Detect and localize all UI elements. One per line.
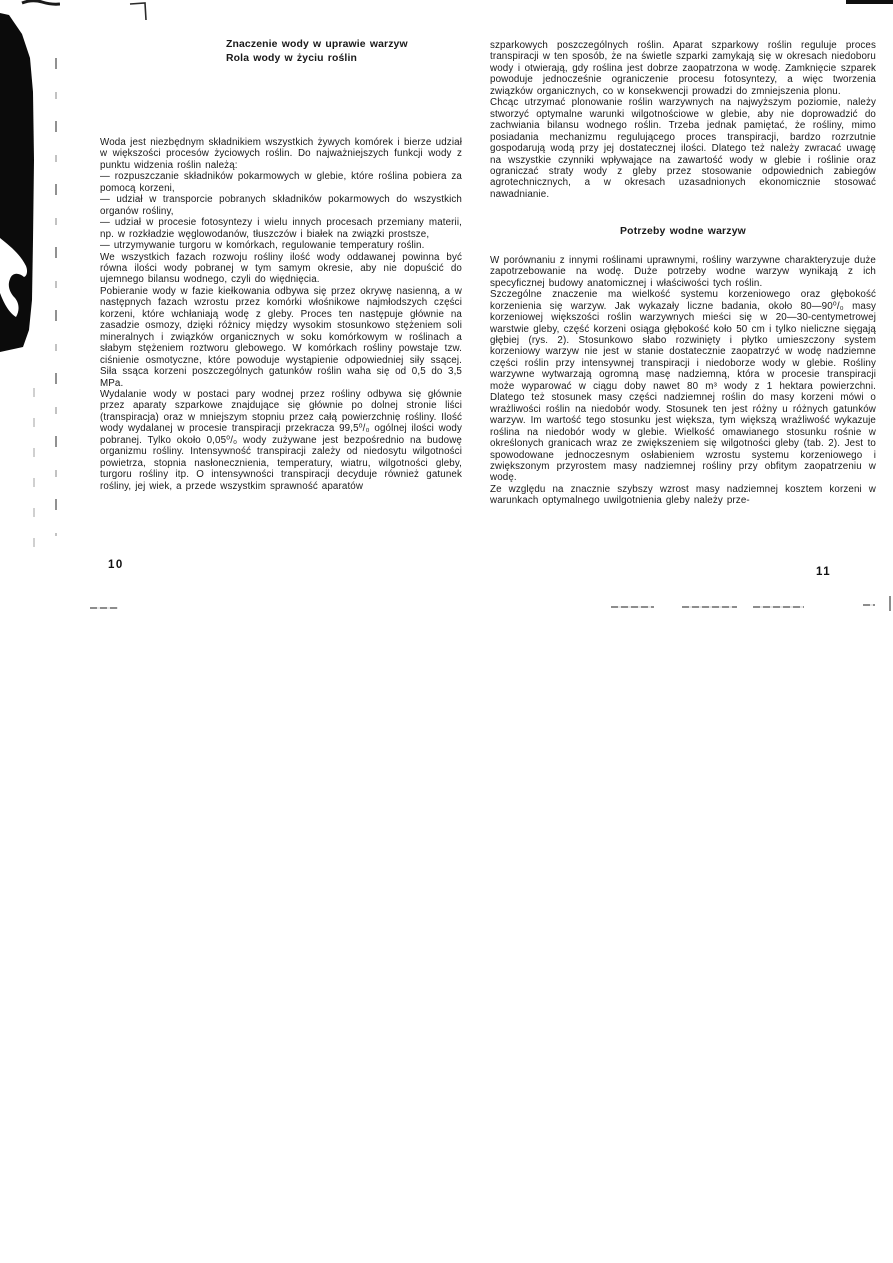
paragraph-yield: Chcąc utrzymać plonowanie roślin warzywnych na najwyższym poziomie, należy stworzyć optymalne warunki wilgotnościowe w glebie, aby nie doprowadzić do zachwiania bilansu wodnego roślin. Trzeba jednak pamiętać, że rośliny, mimo posiadania mechanizmu regulującego proces transpiracji, bardzo rozrzutnie gospodarują wodą przy jej dostatecznej ilości. Dlatego też należy zwracać uwagę na wszystkie czynniki wpływające na zawartość wody w glebie i roślinie oraz ograniczać straty wody z gleby przez stosowanie odpowiednich zabiegów agrotechnicznych, a w okresach uzasadnionych ekonomicznie stosować nawadnianie. <box>490 97 876 200</box>
chapter-heading-line1: Znaczenie wody w uprawie warzyw <box>226 39 408 50</box>
page-number-10: 10 <box>108 559 124 571</box>
chapter-heading <box>226 38 462 65</box>
list-item-water-function: — rozpuszczanie składników pokarmowych w glebie, które roślina pobiera za pomocą korzeni, <box>100 171 462 194</box>
scan-smudge-line <box>611 606 654 608</box>
scan-smudge-line <box>863 604 875 606</box>
scan-smudge-line <box>753 606 804 608</box>
page-number-11: 11 <box>816 566 832 578</box>
chapter-heading-line2: Rola wody w życiu roślin <box>226 52 357 64</box>
scan-smudge-line <box>682 606 737 608</box>
binding-fold-line <box>55 58 57 536</box>
paragraph-water-balance: We wszystkich fazach rozwoju rośliny ilość wody oddawanej powinna być równa ilości wody pobranej w tym samym okresie, aby nie dopuścić do ujemnego bilansu wodnego, czyli do więdnięcia. <box>100 251 462 286</box>
scan-mark-top <box>128 0 152 22</box>
paragraph-water-uptake: Pobieranie wody w fazie kiełkowania odbywa się przez okrywę nasienną, a w następnych fazach wzrostu przez komórki włośnikowe najmłodszych części korzeni, które wchłaniają wodę z gleby. Proces ten następuje głównie na zasadzie osmozy, dzięki różnicy między wysokim stosunkowo stężeniem soli mineralnych i związków organicznych w soku komórkowym w roślinach a słabym stężeniem roztworu glebowego. W komórkach rośliny powstaje tzw. ciśnienie osmotyczne, które powoduje wystąpienie odpowiedniej siły ssącej. Siła ssąca korzeni poszczególnych gatunków roślin waha się od 0,5 do 3,5 MPa. <box>100 285 462 389</box>
scan-smudge-line <box>90 607 118 609</box>
list-item-water-function: — udział w procesie fotosyntezy i wielu innych procesach przemiany materii, np. w rozkładzie węglowodanów, tłuszczów i białek na związki prostsze, <box>100 217 462 240</box>
page-11-column <box>490 40 876 507</box>
scan-edge-shadow <box>0 0 60 360</box>
page-10-column <box>100 38 462 492</box>
list-item-water-function: — utrzymywanie turgoru w komórkach, regulowanie temperatury roślin. <box>100 240 425 252</box>
paragraph-transpiration: Wydalanie wody w postaci pary wodnej przez rośliny odbywa się głównie przez aparaty szparkowe znajdujące się głównie po dolnej stronie liści (transpiracja) oraz w mniejszym stopniu przez całą powierzchnię rośliny. Ilość wody wydalanej w procesie transpiracji przekracza 99,5⁰/₀ ogólnej ilości wody pobranej. Tylko około 0,05⁰/₀ wody zużywane jest bezpośrednio na budowę organizmu rośliny. Intensywność transpiracji zależy od niedosytu wilgotności powietrza, stopnia nasłonecznienia, temperatury, wiatru, wilgotności gleby, turgoru rośliny itp. O intensywności transpiracji decyduje również gatunek rośliny, jej wiek, a przede wszystkim sprawność aparatów <box>100 388 462 492</box>
paragraph-growth: Ze względu na znacznie szybszy wzrost masy nadziemnej kosztem korzeni w warunkach optymalnego uwilgotnienia gleby należy prze- <box>490 483 876 507</box>
scan-edge-mark-top-right <box>846 0 893 4</box>
scan-edge-tick <box>889 596 891 611</box>
paragraph-root-system: Szczególne znaczenie ma wielkość systemu korzeniowego oraz głębokość korzenienia się warzyw. Jak wykazały liczne badania, około 80—90⁰/₀ masy korzeniowej większości roślin warzywnych mieści się w 20—30-centymetrowej warstwie gleby, część korzeni osiąga głębokość koło 50 cm i tylko nieliczne sięgają głębiej (rys. 2). Stosunkowo słabo rozwinięty i płytko umieszczony system korzeniowy warzyw nie jest w stanie dostatecznie zaopatrzyć w wodę nadziemne części roślin przy intensywnej transpiracji i niedoborze wody w glebie. Rośliny warzywne wytwarzają ogromną masę nadziemną, która w procesie transpiracji może wyparować w ciągu doby nawet 80 m³ wody z 1 hektara powierzchni. Dlatego też stosunek masy części nadziemnej roślin do masy korzeni mówi o wrażliwości roślin na niedobór wody. Stosunek ten jest różny u różnych gatunków warzyw. Im wartość tego stosunku jest większa, tym większą wrażliwość wykazuje roślina na niedobór wody w glebie. Wielkość omawianego stosunku rośnie w określonych granicach wraz ze zwiększeniem się wilgotności gleby (tab. 2). Jest to spowodowane jednoczesnym osłabieniem wzrostu systemu korzeniowego i zwiększonym przyrostem masy nadziemnej rośliny przy obfitym zaopatrzeniu w wodę. <box>490 289 876 484</box>
paragraph-water-needs: W porównaniu z innymi roślinami uprawnymi, rośliny warzywne charakteryzuje duże zapotrzebowanie na wodę. Duże potrzeby wodne warzyw wynikają z ich specyficznej budowy anatomicznej i właściwości tych roślin. <box>490 254 876 289</box>
list-item-water-function: — udział w transporcie pobranych składników pokarmowych do wszystkich organów rośliny, <box>100 194 462 217</box>
binding-fold-line-lower <box>33 388 35 566</box>
section-heading-water-needs: Potrzeby wodne warzyw <box>620 226 746 238</box>
paragraph-intro: Woda jest niezbędnym składnikiem wszystkich żywych komórek i bierze udział w większości procesów życiowych roślin. Do najważniejszych funkcji wody z punktu widzenia roślin należą: <box>100 137 462 171</box>
paragraph-stomata: szparkowych poszczególnych roślin. Aparat szparkowy roślin reguluje proces transpiracji w ten sposób, że na świetle szparki zamykają się w okresach niedoboru wody i otwierają, gdy roślina jest dobrze zaopatrzona w wodę. Zamknięcie szparek powoduje jednocześnie ograniczenie procesu fotosyntezy, a więc tworzenia związków organicznych, co w konsekwencji prowadzi do zmniejszenia plonu. <box>490 40 876 97</box>
